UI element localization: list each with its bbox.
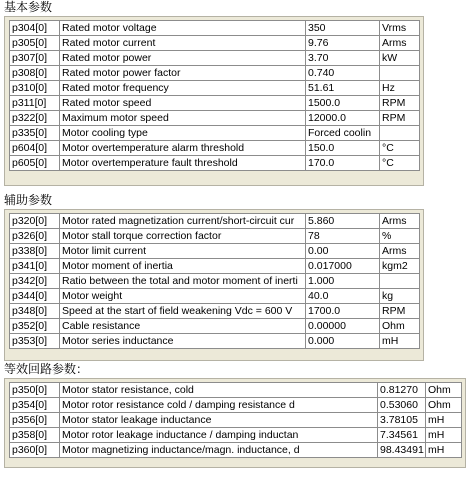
parameter-unit-cell: mH xyxy=(426,428,462,443)
parameter-name-cell: Motor cooling type xyxy=(60,126,306,141)
parameter-value-cell[interactable]: 3.78105 xyxy=(378,413,426,428)
parameter-id-cell: p350[0] xyxy=(10,383,60,398)
parameter-value-cell[interactable]: 40.0 xyxy=(306,289,380,304)
parameter-unit-cell: Ohm xyxy=(380,319,420,334)
parameter-id-cell: p358[0] xyxy=(10,428,60,443)
parameter-value-cell[interactable]: 12000.0 xyxy=(306,111,380,126)
parameter-name-cell: Motor limit current xyxy=(60,244,306,259)
parameter-value-cell[interactable]: 170.0 xyxy=(306,156,380,171)
parameter-panel-auxiliary xyxy=(4,209,424,361)
parameter-unit-cell: Arms xyxy=(380,214,420,229)
parameter-name-cell: Motor magnetizing inductance/magn. inductance, d xyxy=(60,443,378,458)
parameter-value-cell[interactable]: 150.0 xyxy=(306,141,380,156)
parameter-unit-cell: mH xyxy=(380,334,420,349)
table-row xyxy=(10,21,420,36)
table-row xyxy=(10,398,462,413)
table-row xyxy=(10,334,420,349)
parameter-unit-cell: Arms xyxy=(380,244,420,259)
parameter-id-cell: p604[0] xyxy=(10,141,60,156)
parameter-id-cell: p353[0] xyxy=(10,334,60,349)
parameter-name-cell: Rated motor voltage xyxy=(60,21,306,36)
table-row xyxy=(10,156,420,171)
parameter-name-cell: Cable resistance xyxy=(60,319,306,334)
parameter-value-cell[interactable]: 0.000 xyxy=(306,334,380,349)
parameter-table-auxiliary xyxy=(9,213,420,349)
parameter-id-cell: p341[0] xyxy=(10,259,60,274)
parameter-name-cell: Motor rated magnetization current/short-circuit cur xyxy=(60,214,306,229)
table-row xyxy=(10,383,462,398)
parameter-name-cell: Rated motor power factor xyxy=(60,66,306,81)
parameter-id-cell: p344[0] xyxy=(10,289,60,304)
parameter-unit-cell: RPM xyxy=(380,304,420,319)
parameter-value-cell[interactable]: 98.43491 xyxy=(378,443,426,458)
parameter-unit-cell: Hz xyxy=(380,81,420,96)
table-row xyxy=(10,96,420,111)
parameter-id-cell: p310[0] xyxy=(10,81,60,96)
table-row xyxy=(10,319,420,334)
parameter-value-cell[interactable]: 0.017000 xyxy=(306,259,380,274)
parameter-name-cell: Motor series inductance xyxy=(60,334,306,349)
parameter-value-cell[interactable]: 78 xyxy=(306,229,380,244)
parameter-name-cell: Rated motor current xyxy=(60,36,306,51)
parameter-table-equivalent-circuit xyxy=(9,382,462,458)
section-title-equivalent-circuit: 等效回路参数： xyxy=(4,362,89,376)
table-row xyxy=(10,428,462,443)
parameter-name-cell: Maximum motor speed xyxy=(60,111,306,126)
parameter-id-cell: p335[0] xyxy=(10,126,60,141)
table-row xyxy=(10,413,462,428)
table-row xyxy=(10,443,462,458)
parameter-name-cell: Motor rotor leakage inductance / damping inductan xyxy=(60,428,378,443)
parameter-id-cell: p326[0] xyxy=(10,229,60,244)
parameter-unit-cell: % xyxy=(380,229,420,244)
parameter-id-cell: p348[0] xyxy=(10,304,60,319)
parameter-value-cell[interactable]: 0.81270 xyxy=(378,383,426,398)
parameter-value-cell[interactable]: 9.76 xyxy=(306,36,380,51)
parameter-unit-cell xyxy=(380,126,420,141)
parameter-unit-cell: mH xyxy=(426,443,462,458)
parameter-unit-cell: RPM xyxy=(380,96,420,111)
parameter-value-cell[interactable]: 3.70 xyxy=(306,51,380,66)
table-row xyxy=(10,36,420,51)
parameter-id-cell: p320[0] xyxy=(10,214,60,229)
parameter-unit-cell: kg xyxy=(380,289,420,304)
table-row xyxy=(10,229,420,244)
parameter-name-cell: Speed at the start of field weakening Vdc = 600 V xyxy=(60,304,306,319)
parameter-panel-equivalent-circuit xyxy=(4,378,466,468)
parameter-name-cell: Motor moment of inertia xyxy=(60,259,306,274)
parameter-id-cell: p356[0] xyxy=(10,413,60,428)
parameter-name-cell: Rated motor frequency xyxy=(60,81,306,96)
section-title-auxiliary: 辅助参数 xyxy=(4,193,53,207)
parameter-value-cell[interactable]: 1500.0 xyxy=(306,96,380,111)
table-row xyxy=(10,111,420,126)
parameter-value-cell[interactable]: 51.61 xyxy=(306,81,380,96)
parameter-name-cell: Motor stator resistance, cold xyxy=(60,383,378,398)
parameter-name-cell: Motor weight xyxy=(60,289,306,304)
parameter-value-cell[interactable]: 5.860 xyxy=(306,214,380,229)
parameter-unit-cell: kgm2 xyxy=(380,259,420,274)
parameter-unit-cell xyxy=(380,66,420,81)
table-row xyxy=(10,141,420,156)
parameter-id-cell: p311[0] xyxy=(10,96,60,111)
parameter-panel-basic xyxy=(4,16,424,186)
parameter-value-cell[interactable]: 7.34561 xyxy=(378,428,426,443)
table-row xyxy=(10,51,420,66)
parameter-id-cell: p308[0] xyxy=(10,66,60,81)
parameter-name-cell: Motor stator leakage inductance xyxy=(60,413,378,428)
table-row xyxy=(10,304,420,319)
parameter-value-cell[interactable]: Forced coolin xyxy=(306,126,380,141)
parameter-name-cell: Rated motor speed xyxy=(60,96,306,111)
table-row xyxy=(10,259,420,274)
parameter-id-cell: p307[0] xyxy=(10,51,60,66)
table-row xyxy=(10,81,420,96)
parameter-name-cell: Motor overtemperature fault threshold xyxy=(60,156,306,171)
section-title-basic: 基本参数 xyxy=(4,0,53,14)
parameter-value-cell[interactable]: 1.000 xyxy=(306,274,380,289)
parameter-unit-cell: kW xyxy=(380,51,420,66)
table-row xyxy=(10,66,420,81)
parameter-value-cell[interactable]: 0.00 xyxy=(306,244,380,259)
table-row xyxy=(10,214,420,229)
parameter-unit-cell: Ohm xyxy=(426,383,462,398)
parameter-unit-cell: RPM xyxy=(380,111,420,126)
parameter-id-cell: p354[0] xyxy=(10,398,60,413)
parameter-id-cell: p338[0] xyxy=(10,244,60,259)
parameter-unit-cell xyxy=(380,274,420,289)
table-row xyxy=(10,274,420,289)
parameter-id-cell: p305[0] xyxy=(10,36,60,51)
parameter-unit-cell: °C xyxy=(380,141,420,156)
parameter-name-cell: Rated motor power xyxy=(60,51,306,66)
parameter-id-cell: p352[0] xyxy=(10,319,60,334)
parameter-name-cell: Motor overtemperature alarm threshold xyxy=(60,141,306,156)
parameter-table-basic xyxy=(9,20,420,171)
parameter-value-cell[interactable]: 0.00000 xyxy=(306,319,380,334)
table-row xyxy=(10,126,420,141)
parameter-unit-cell: °C xyxy=(380,156,420,171)
parameter-unit-cell: mH xyxy=(426,413,462,428)
parameter-name-cell: Motor stall torque correction factor xyxy=(60,229,306,244)
table-row xyxy=(10,289,420,304)
parameter-id-cell: p360[0] xyxy=(10,443,60,458)
parameter-name-cell: Ratio between the total and motor moment of inerti xyxy=(60,274,306,289)
parameter-value-cell[interactable]: 0.740 xyxy=(306,66,380,81)
table-row xyxy=(10,244,420,259)
parameter-unit-cell: Ohm xyxy=(426,398,462,413)
parameter-value-cell[interactable]: 0.53060 xyxy=(378,398,426,413)
parameter-id-cell: p605[0] xyxy=(10,156,60,171)
parameter-name-cell: Motor rotor resistance cold / damping resistance d xyxy=(60,398,378,413)
parameter-id-cell: p322[0] xyxy=(10,111,60,126)
parameter-value-cell[interactable]: 350 xyxy=(306,21,380,36)
parameter-id-cell: p342[0] xyxy=(10,274,60,289)
parameter-unit-cell: Arms xyxy=(380,36,420,51)
parameter-value-cell[interactable]: 1700.0 xyxy=(306,304,380,319)
parameter-unit-cell: Vrms xyxy=(380,21,420,36)
parameter-id-cell: p304[0] xyxy=(10,21,60,36)
